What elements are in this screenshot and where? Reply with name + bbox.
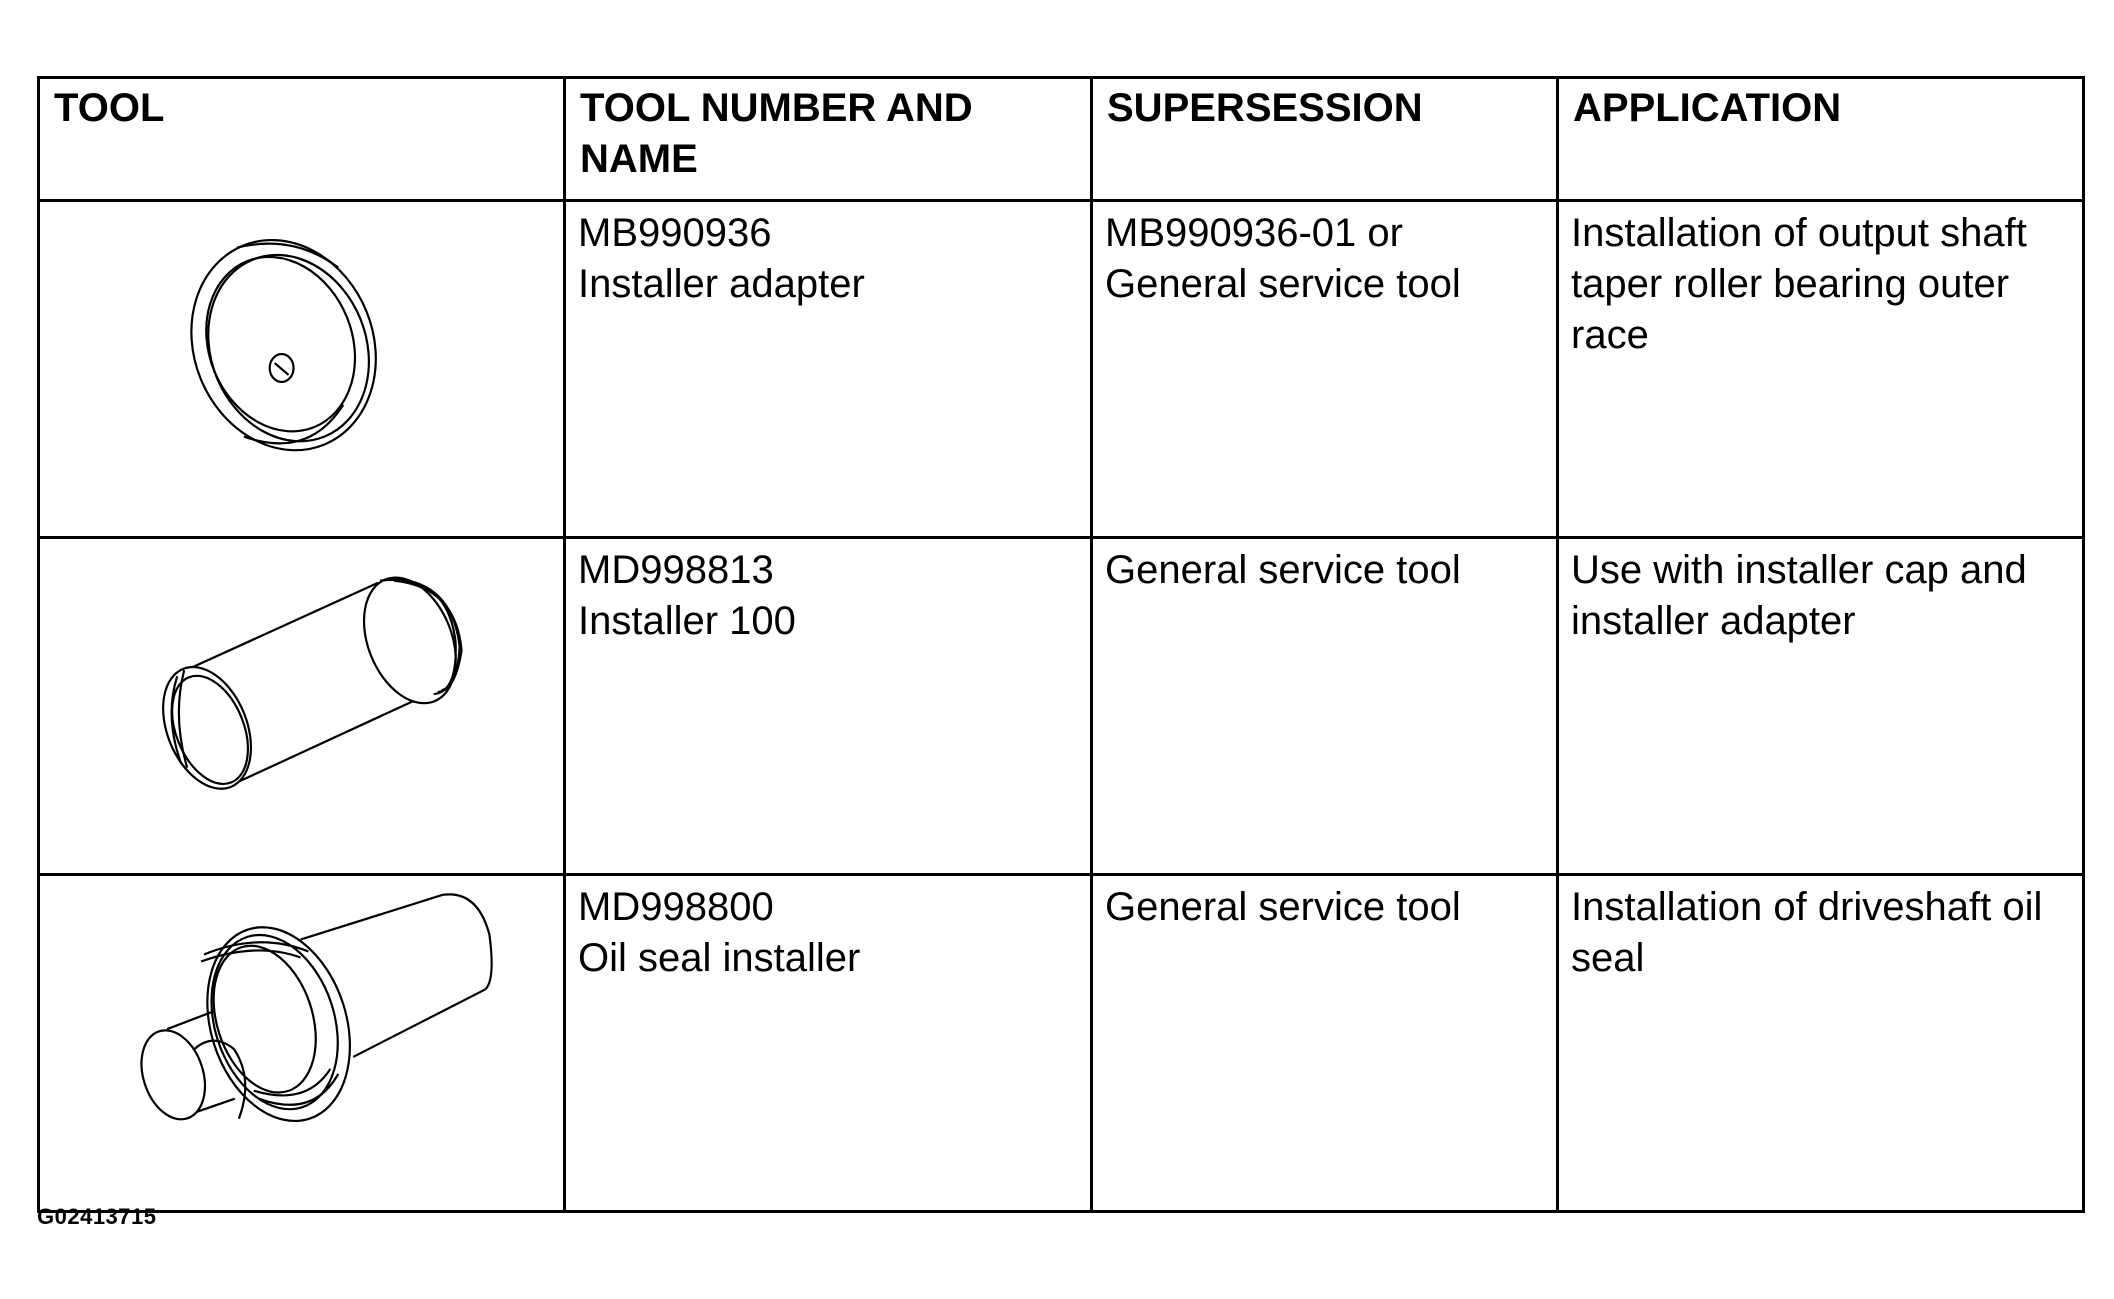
tool-name: Installer adapter	[578, 262, 865, 306]
tool-name: Installer 100	[578, 599, 796, 643]
table-row	[39, 201, 2084, 538]
figure-id: G02413715	[37, 1204, 157, 1229]
table-row	[39, 875, 2084, 1212]
tool-number: MB990936	[578, 211, 772, 255]
tool-illustration-cell	[39, 538, 565, 875]
header-tool-number-and-name: TOOL NUMBER AND NAME	[565, 78, 1092, 201]
application-cell: Use with installer cap and installer adapter	[1558, 538, 2084, 875]
table-row	[39, 538, 2084, 875]
tool-number-name-cell	[565, 875, 1092, 1212]
tool-illustration-cell	[39, 875, 565, 1212]
tool-illustration-cell	[39, 201, 565, 538]
header-tool: TOOL	[39, 78, 565, 201]
oil-seal-installer-icon	[40, 876, 563, 1210]
header-supersession: SUPERSESSION	[1092, 78, 1558, 201]
installer-cylinder-icon	[40, 539, 563, 873]
tool-number-name-cell	[565, 538, 1092, 875]
header-row	[39, 78, 2084, 201]
installer-adapter-disc-icon	[40, 202, 563, 536]
application-cell: Installation of output shaft taper roller bearing outer race	[1558, 201, 2084, 538]
tool-name: Oil seal installer	[578, 936, 861, 980]
tool-number-name-cell	[565, 201, 1092, 538]
supersession-cell: General service tool	[1092, 875, 1558, 1212]
application-cell: Installation of driveshaft oil seal	[1558, 875, 2084, 1212]
supersession-cell: General service tool	[1092, 538, 1558, 875]
tool-number: MD998800	[578, 885, 774, 929]
tool-number: MD998813	[578, 548, 774, 592]
header-application: APPLICATION	[1558, 78, 2084, 201]
special-tools-table	[37, 76, 2085, 1213]
supersession-cell: MB990936-01 or General service tool	[1092, 201, 1558, 538]
